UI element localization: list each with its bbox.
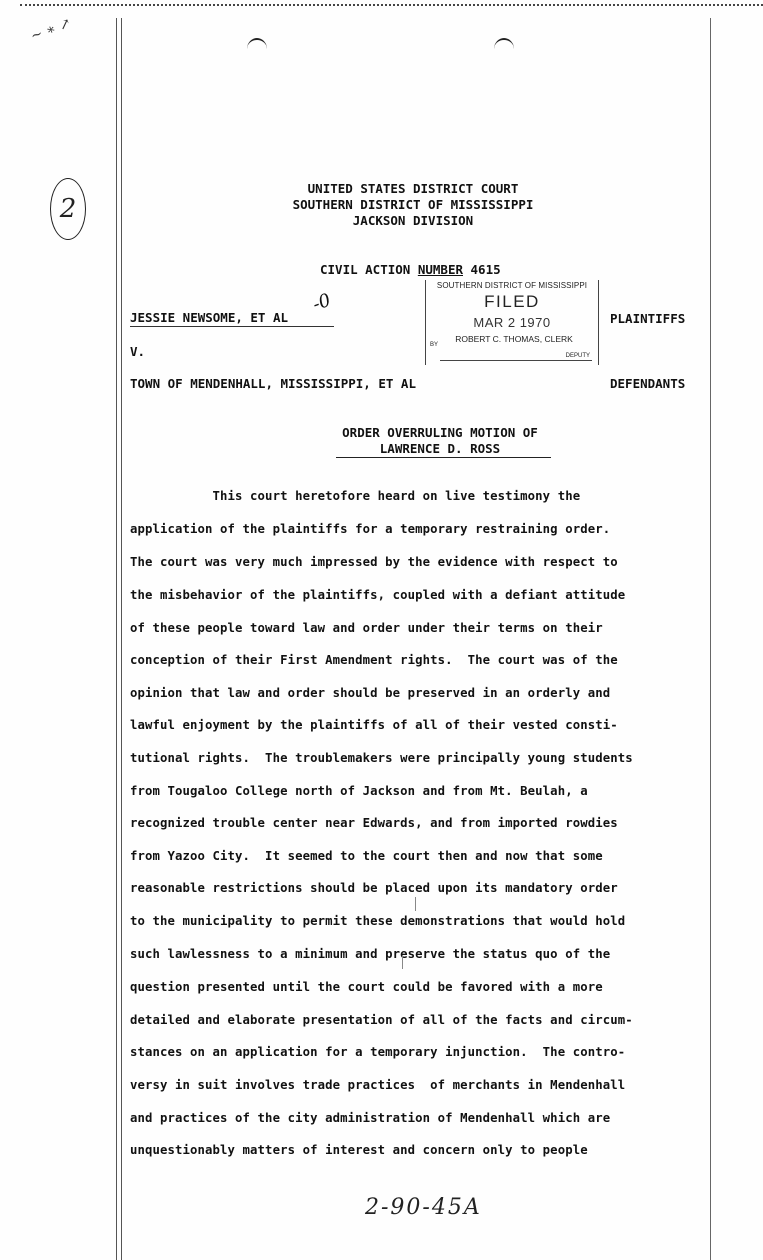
margin-scribble: ~ ∗ ↗ [28, 15, 74, 45]
hole-punch-mark [247, 38, 267, 60]
body-line: This court heretofore heard on live testimony the [130, 489, 581, 503]
body-line: conception of their First Amendment rights. The court was of the [130, 653, 618, 667]
body-line: from Yazoo City. It seemed to the court then and now that some [130, 849, 603, 863]
filed-stamp [425, 280, 599, 365]
body-line: detailed and elaborate presentation of all of the facts and circum- [130, 1013, 633, 1027]
handwritten-file-number: 2-90-45A [365, 1195, 482, 1220]
margin-rule-left-inner [121, 18, 122, 1260]
body-line: unquestionably matters of interest and concern only to people [130, 1143, 588, 1157]
court-district: SOUTHERN DISTRICT OF MISSISSIPPI [292, 197, 534, 212]
body-line: recognized trouble center near Edwards, and from imported rowdies [130, 816, 618, 830]
body-line: the misbehavior of the plaintiffs, coupled with a defiant attitude [130, 588, 626, 602]
margin-rule-left-outer [116, 18, 117, 1260]
margin-rule-right [710, 18, 711, 1260]
court-division: JACKSON DIVISION [352, 213, 474, 228]
body-line: opinion that law and order should be preserved in an orderly and [130, 686, 611, 700]
body-line: versy in suit involves trade practices of merchants in Mendenhall [130, 1078, 626, 1092]
scan-speck [402, 955, 405, 969]
civil-action-label: CIVIL ACTION [320, 262, 418, 277]
stamp-by: BY [430, 342, 439, 348]
order-title-underline [336, 457, 551, 458]
body-line: to the municipality to permit these demonstrations that would hold [130, 914, 626, 928]
body-line: of these people toward law and order under their terms on their [130, 621, 603, 635]
scan-speck [415, 897, 418, 911]
circled-page-number: 2 [50, 178, 86, 240]
civil-action-number-value: 4615 [463, 262, 501, 277]
versus-label: V. [130, 344, 146, 359]
body-line: application of the plaintiffs for a temporary restraining order. [130, 522, 611, 536]
stamp-deputy: DEPUTY [565, 353, 590, 359]
defendant-name: TOWN OF MENDENHALL, MISSISSIPPI, ET AL [130, 376, 416, 391]
body-line: The court was very much impressed by the evidence with respect to [130, 555, 618, 569]
body-line: stances on an application for a temporary injunction. The contro- [130, 1045, 626, 1059]
body-line: and practices of the city administration of Mendenhall which are [130, 1111, 611, 1125]
plaintiff-handwritten-mark: -0 [309, 289, 334, 316]
defendants-label: DEFENDANTS [610, 376, 686, 391]
plaintiff-underline [130, 326, 334, 327]
body-line: such lawlessness to a minimum and preserve the status quo of the [130, 947, 611, 961]
order-title: ORDER OVERRULING MOTION OF [342, 425, 538, 440]
plaintiffs-label: PLAINTIFFS [610, 311, 686, 326]
body-line: lawful enjoyment by the plaintiffs of all of their vested consti- [130, 718, 618, 732]
page-top-edge [20, 4, 763, 6]
stamp-clerk: ROBERT C. THOMAS, CLERK [455, 334, 573, 344]
civil-action-number-word: NUMBER [417, 262, 463, 277]
stamp-filed: FILED [484, 292, 540, 311]
order-title-subject: LAWRENCE D. ROSS [379, 441, 501, 456]
body-line: reasonable restrictions should be placed upon its mandatory order [130, 881, 618, 895]
hole-punch-mark [494, 38, 514, 60]
stamp-district: SOUTHERN DISTRICT OF MISSISSIPPI [436, 281, 588, 290]
stamp-signature-line [440, 360, 592, 361]
plaintiff-name: JESSIE NEWSOME, ET AL [130, 310, 289, 325]
body-line: from Tougaloo College north of Jackson and from Mt. Beulah, a [130, 784, 588, 798]
body-line: tutional rights. The troublemakers were principally young students [130, 751, 633, 765]
stamp-date: MAR 2 1970 [473, 315, 551, 330]
civil-action-number [320, 262, 501, 277]
court-name: UNITED STATES DISTRICT COURT [307, 181, 519, 196]
body-line: question presented until the court could be favored with a more [130, 980, 603, 994]
